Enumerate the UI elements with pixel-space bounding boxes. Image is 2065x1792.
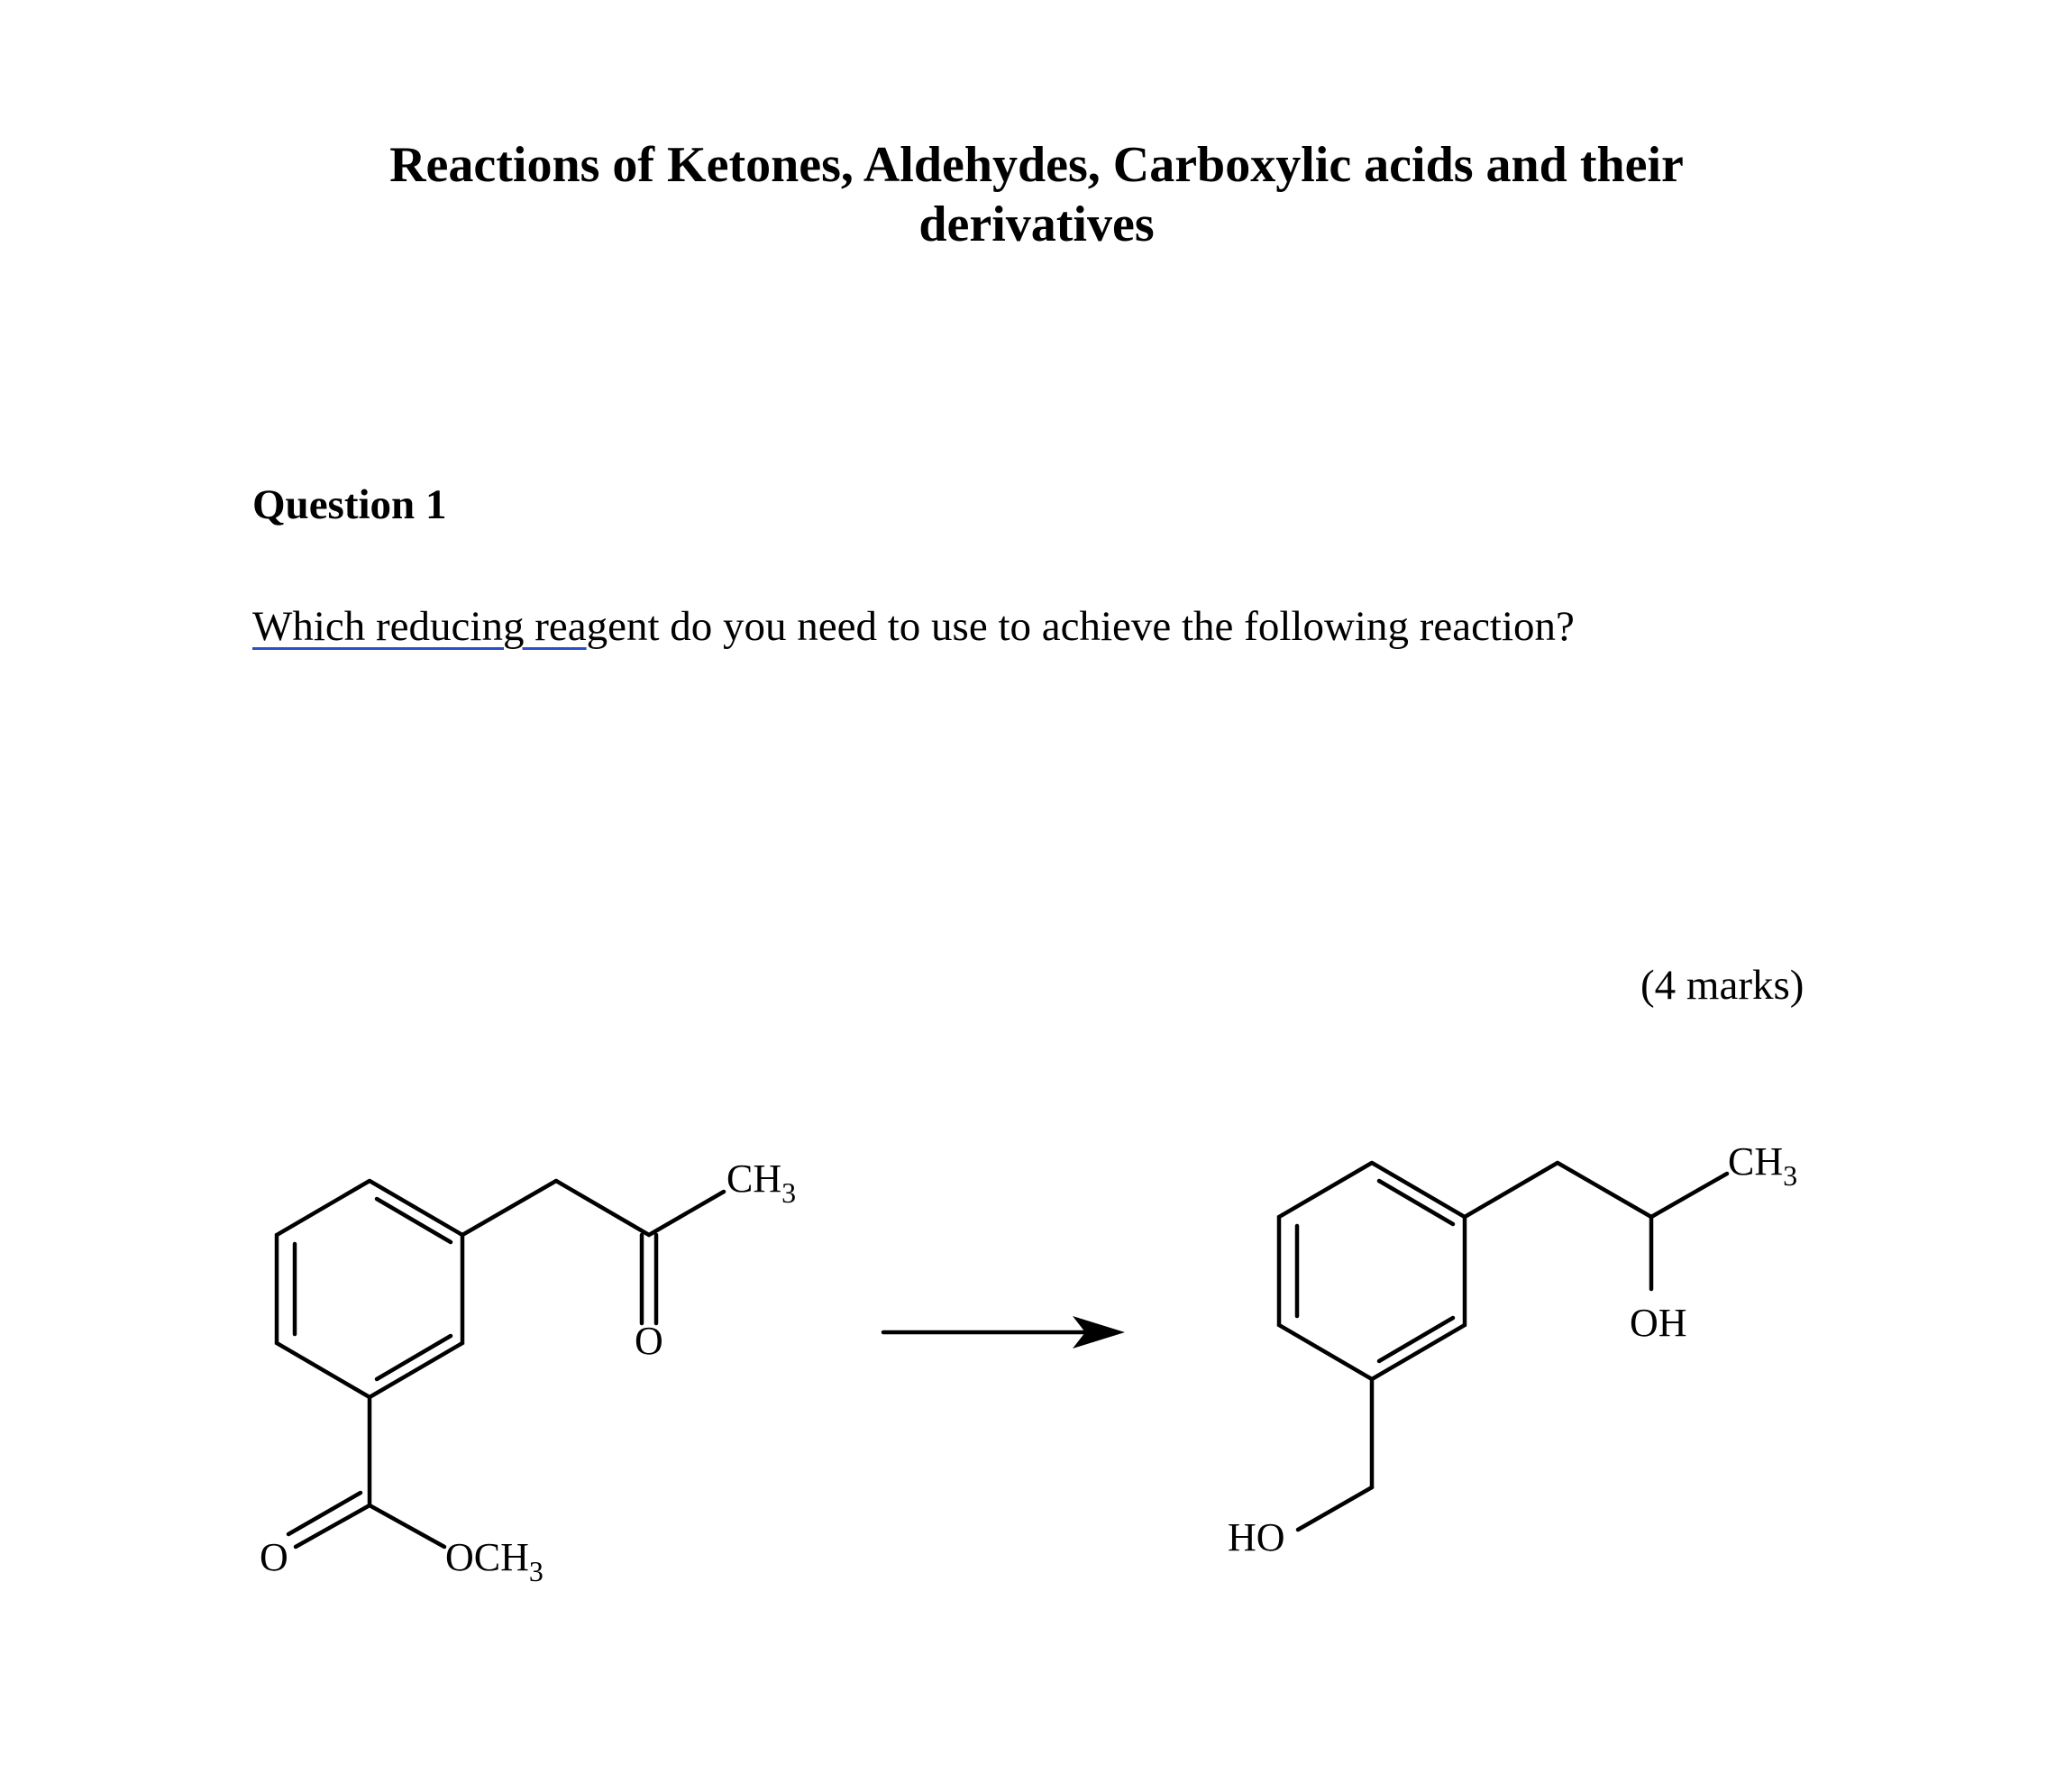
product-ho-bond: [1298, 1487, 1372, 1530]
product-ch2-bond: [1465, 1163, 1558, 1217]
product-methyl-bond: [1651, 1174, 1727, 1217]
product-ch3-label: $CH_3$: [1728, 1139, 1798, 1192]
reactant-ester-double-bond-b: [288, 1493, 361, 1534]
question-heading: Question 1: [252, 481, 447, 528]
product-benzene-ring: [1279, 1163, 1465, 1379]
product-structure: [1228, 1139, 1797, 1559]
question-text-rest: gent do you need to use to achieve the following reaction?: [586, 603, 1575, 650]
reactant-ester-single-bond: [370, 1505, 444, 1547]
product-carbinol-bond: [1558, 1163, 1651, 1217]
reactant-ch2-bond: [462, 1181, 556, 1235]
product-ho-label: HO: [1228, 1515, 1285, 1559]
reactant-ch3-label: $CH_3$: [726, 1157, 797, 1209]
reactant-structure: [260, 1157, 796, 1587]
reactant-och3-label: $OCH_3$: [445, 1535, 544, 1587]
reactant-ketone-oxygen-label: O: [635, 1319, 663, 1363]
reactant-ester-oxygen-label: O: [260, 1535, 288, 1579]
reaction-arrow: [883, 1316, 1125, 1349]
reactant-ester-double-bond-a: [296, 1505, 370, 1547]
title-line-2: derivatives: [918, 197, 1155, 252]
reactant-carbonyl-bond: [556, 1181, 649, 1235]
product-oh-label: OH: [1630, 1301, 1687, 1345]
reactant-benzene-ring: [277, 1181, 462, 1397]
marks-label: (4 marks): [1640, 962, 1805, 1009]
title-line-1: Reactions of Ketones, Aldehydes, Carboxylic acids and their: [389, 137, 1684, 193]
reactant-methyl-bond: [649, 1192, 724, 1235]
question-text-underlined: Which reducing rea: [252, 603, 587, 650]
